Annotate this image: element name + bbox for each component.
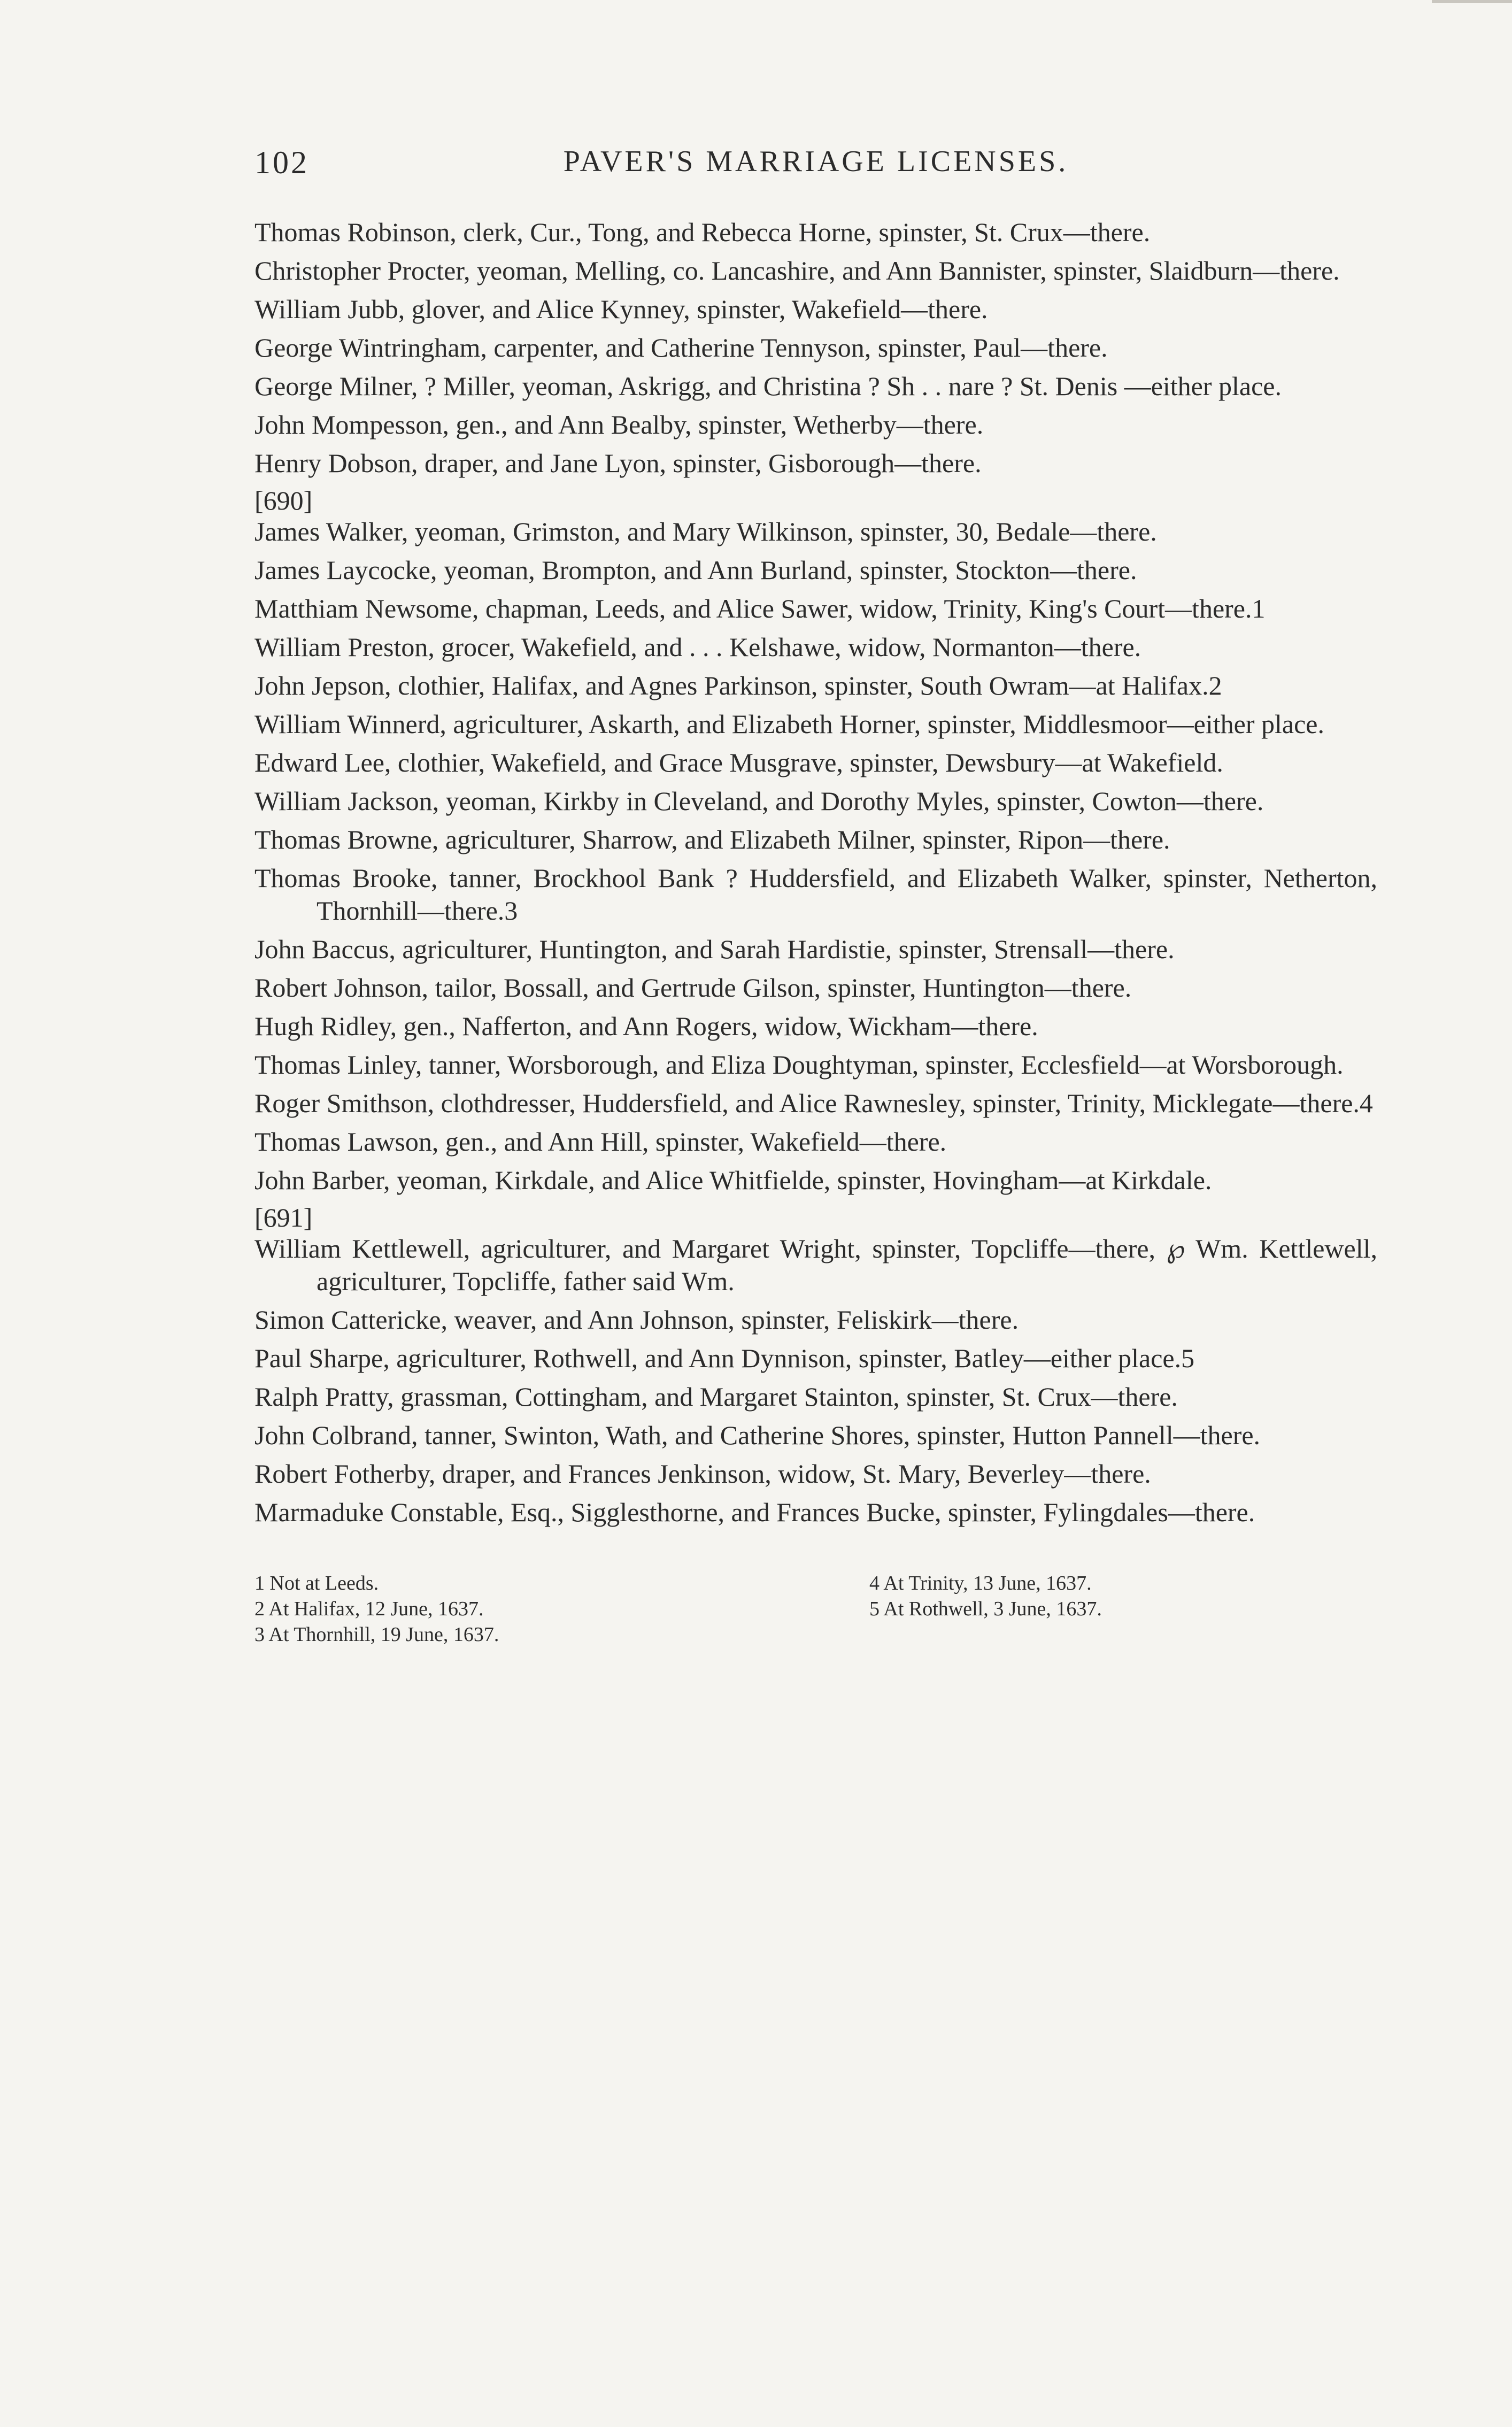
license-entry: Paul Sharpe, agriculturer, Rothwell, and Ann Dynnison, spinster, Batley—either place.5	[254, 1343, 1195, 1373]
top-edge-rule	[1432, 0, 1512, 3]
license-entry: Edward Lee, clothier, Wakefield, and Grace Musgrave, spinster, Dewsbury—at Wakefield.	[254, 748, 1223, 777]
license-entries	[254, 216, 1377, 1529]
footnote: 3 At Thornhill, 19 June, 1637.	[254, 1623, 499, 1646]
footnotes	[254, 1570, 1377, 1647]
license-entry: James Laycocke, yeoman, Brompton, and Ann Burland, spinster, Stockton—there.	[254, 555, 1137, 585]
license-entry: Matthiam Newsome, chapman, Leeds, and Alice Sawer, widow, Trinity, King's Court—there.1	[254, 594, 1266, 623]
footnotes-left-column	[254, 1570, 869, 1647]
running-title: PAVER'S MARRIAGE LICENSES.	[563, 145, 1069, 178]
license-entry: William Jackson, yeoman, Kirkby in Cleveland, and Dorothy Myles, spinster, Cowton—there.	[254, 786, 1264, 816]
license-entry: William Kettlewell, agriculturer, and Margaret Wright, spinster, Topcliffe—there, ℘ Wm. Kettlewell, agriculturer, Topcliffe, father said Wm.	[254, 1234, 1377, 1296]
license-entry: John Baccus, agriculturer, Huntington, and Sarah Hardistie, spinster, Strensall—there.	[254, 934, 1175, 964]
license-entry: Thomas Lawson, gen., and Ann Hill, spinster, Wakefield—there.	[254, 1127, 947, 1157]
license-entry: George Wintringham, carpenter, and Catherine Tennyson, spinster, Paul—there.	[254, 333, 1108, 363]
license-entry: William Preston, grocer, Wakefield, and . . . Kelshawe, widow, Normanton—there.	[254, 632, 1141, 662]
footnote: 1 Not at Leeds.	[254, 1572, 379, 1594]
footnote: 2 At Halifax, 12 June, 1637.	[254, 1598, 484, 1620]
license-entry: George Milner, ? Miller, yeoman, Askrigg, and Christina ? Sh . . nare ? St. Denis —either place.	[254, 371, 1282, 401]
license-entry: John Colbrand, tanner, Swinton, Wath, and Catherine Shores, spinster, Hutton Pannell—there.	[254, 1420, 1261, 1450]
license-entry: Marmaduke Constable, Esq., Sigglesthorne, and Frances Bucke, spinster, Fylingdales—there.	[254, 1497, 1255, 1527]
license-entry: Christopher Procter, yeoman, Melling, co. Lancashire, and Ann Bannister, spinster, Slaidburn—there.	[254, 256, 1340, 286]
license-entry: Simon Cattericke, weaver, and Ann Johnson, spinster, Feliskirk—there.	[254, 1305, 1019, 1335]
license-entry: Thomas Brooke, tanner, Brockhool Bank ? Huddersfield, and Elizabeth Walker, spinster, Netherton, Thornhill—there.3	[254, 863, 1377, 926]
folio-marker: [690]	[254, 486, 313, 515]
license-entry: Hugh Ridley, gen., Nafferton, and Ann Rogers, widow, Wickham—there.	[254, 1011, 1038, 1041]
page-header	[254, 144, 1377, 192]
license-entry: William Jubb, glover, and Alice Kynney, spinster, Wakefield—there.	[254, 294, 988, 324]
license-entry: Robert Fotherby, draper, and Frances Jenkinson, widow, St. Mary, Beverley—there.	[254, 1459, 1151, 1489]
footnote: 4 At Trinity, 13 June, 1637.	[869, 1572, 1092, 1594]
footnote: 5 At Rothwell, 3 June, 1637.	[869, 1598, 1102, 1620]
license-entry: John Barber, yeoman, Kirkdale, and Alice Whitfielde, spinster, Hovingham—at Kirkdale.	[254, 1165, 1212, 1195]
license-entry: Ralph Pratty, grassman, Cottingham, and Margaret Stainton, spinster, St. Crux—there.	[254, 1382, 1178, 1412]
page	[254, 144, 1377, 1647]
license-entry: Thomas Robinson, clerk, Cur., Tong, and Rebecca Horne, spinster, St. Crux—there.	[254, 217, 1151, 247]
license-entry: Thomas Linley, tanner, Worsborough, and Eliza Doughtyman, spinster, Ecclesfield—at Worsborough.	[254, 1050, 1344, 1080]
license-entry: Roger Smithson, clothdresser, Huddersfield, and Alice Rawnesley, spinster, Trinity, Micklegate—there.4	[254, 1088, 1373, 1118]
page-number: 102	[254, 145, 309, 180]
license-entry: Thomas Browne, agriculturer, Sharrow, and Elizabeth Milner, spinster, Ripon—there.	[254, 825, 1170, 854]
license-entry: James Walker, yeoman, Grimston, and Mary Wilkinson, spinster, 30, Bedale—there.	[254, 517, 1157, 546]
license-entry: William Winnerd, agriculturer, Askarth, and Elizabeth Horner, spinster, Middlesmoor—either place.	[254, 709, 1324, 739]
license-entry: John Mompesson, gen., and Ann Bealby, spinster, Wetherby—there.	[254, 410, 984, 440]
folio-marker: [691]	[254, 1203, 313, 1232]
license-entry: Henry Dobson, draper, and Jane Lyon, spinster, Gisborough—there.	[254, 448, 982, 478]
footnotes-right-column	[869, 1570, 1351, 1647]
license-entry: Robert Johnson, tailor, Bossall, and Gertrude Gilson, spinster, Huntington—there.	[254, 973, 1132, 1003]
license-entry: John Jepson, clothier, Halifax, and Agnes Parkinson, spinster, South Owram—at Halifax.2	[254, 671, 1222, 700]
